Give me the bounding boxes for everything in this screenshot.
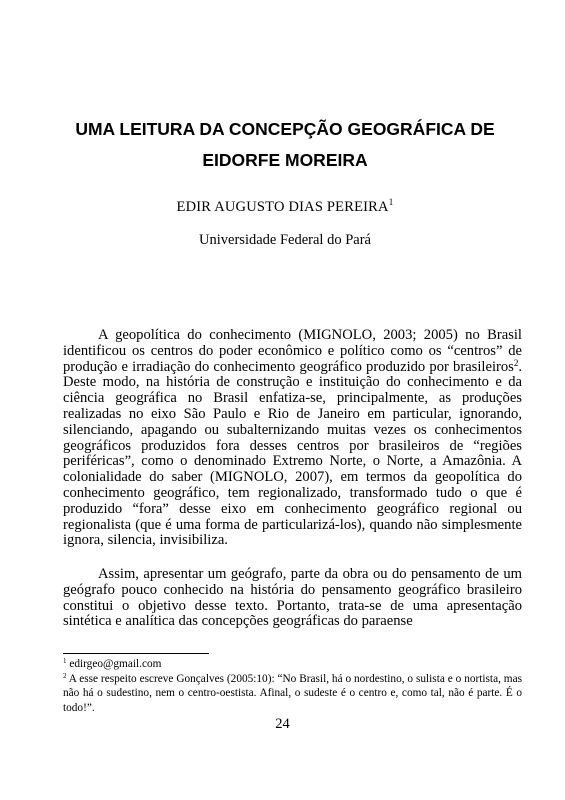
article-title-line-1: UMA LEITURA DA CONCEPÇÃO GEOGRÁFICA DE [75, 119, 495, 139]
paragraph-2-text: Assim, apresentar um geógrafo, parte da obra ou do pensamento de um geógrafo pouco conhecido na história do pensamento geográfico brasileiro constitui o objetivo desse texto. Portanto, trata-se de uma apresentação sintética e analítica das concepções geográficas do paraense [63, 566, 522, 630]
footnote-2-text: A esse respeito escreve Gonçalves (2005:10): “No Brasil, há o nordestino, o sulista e o nortista, mas não há o sudestino, nem o centro-oestista. Afinal, o sudeste é o centro e, como tal, não é parte. É o todo!”. [63, 672, 522, 714]
footnote-1 [63, 657, 522, 672]
author-affiliation: Universidade Federal do Pará [199, 232, 371, 248]
footnote-2-ref: 2 [63, 671, 67, 680]
paragraph-1-text-a: A geopolítica do conhecimento (MIGNOLO, 2003; 2005) no Brasil identificou os centros do poder econômico e político como os “centros” de produção e irradiação do conhecimento geográfico produzido por brasileiros [63, 327, 522, 375]
body-paragraph-1 [63, 328, 522, 549]
footnote-separator [63, 653, 209, 654]
body-paragraph-2 [63, 567, 522, 630]
paragraph-1-text-b: . Deste modo, na história de construção e instituição do conhecimento e da ciência geográfica no Brasil enfatiza-se, principalmente, as produções realizadas no eixo São Paulo e Rio de Janeiro em particular, ignorando, silenciando, apagando ou subalternizando muitas vezes os conhecimentos geográficos produzidos fora desses centros por brasileiros de “regiões periféricas”, como o denominado Extremo Norte, o Norte, a Amazônia. A colonialidade do saber (MIGNOLO, 2007), em termos da geopolítica do conhecimento geográfico, tem regionalizado, transformado tudo o que é produzido “fora” desse eixo em conhecimento geográfico regional ou regionalista (que é uma forma de particularizá-los), quando não simplesmente ignora, silencia, invisibiliza. [63, 358, 522, 549]
footnote-1-text: edirgeo@gmail.com [69, 658, 162, 670]
page-number: 24 [275, 716, 290, 732]
article-title-line-2: EIDORFE MOREIRA [202, 150, 368, 170]
footnotes [63, 657, 522, 715]
footnote-1-ref: 1 [63, 657, 67, 665]
author-name: EDIR AUGUSTO DIAS PEREIRA [176, 199, 389, 215]
paragraph-1-footnote-ref: 2 [513, 357, 519, 368]
author-footnote-ref: 1 [388, 197, 394, 207]
author-line [40, 197, 530, 216]
footnote-2 [63, 672, 522, 716]
